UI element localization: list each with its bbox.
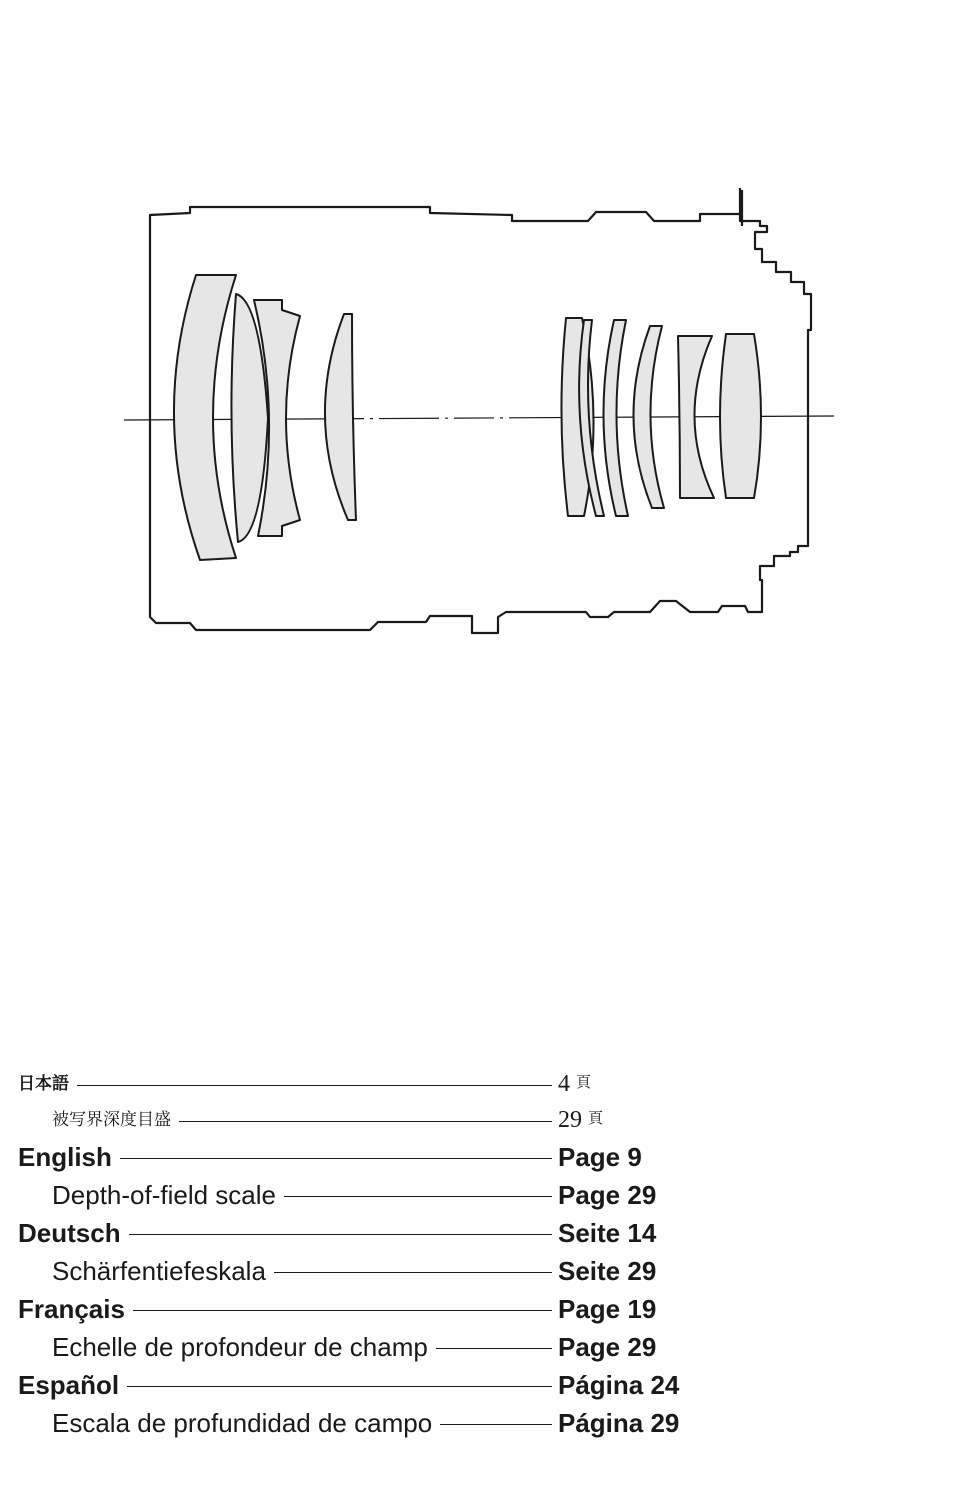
- toc-label: Deutsch: [18, 1218, 121, 1248]
- toc-entry-japanese: [18, 1066, 718, 1102]
- toc-entry-english: [18, 1138, 718, 1176]
- toc-label: Echelle de profondeur de champ: [52, 1332, 428, 1362]
- lens-element-4: [325, 314, 356, 520]
- toc-label: Escala de profundidad de campo: [52, 1408, 433, 1438]
- toc-page: Página 29: [558, 1408, 680, 1438]
- toc-label: Depth-of-field scale: [52, 1180, 276, 1210]
- leader-line: [179, 1121, 552, 1122]
- toc-entry-francais: [18, 1290, 718, 1328]
- toc-page: Page 9: [558, 1142, 642, 1172]
- toc-page: Seite 29: [558, 1256, 657, 1286]
- leader-line: [129, 1234, 552, 1235]
- leader-line: [436, 1348, 552, 1349]
- leader-line: [127, 1386, 552, 1387]
- lens-element-10: [720, 334, 761, 498]
- toc-page: 4 頁: [558, 1071, 592, 1097]
- leader-line: [274, 1272, 552, 1273]
- table-of-contents: [18, 1066, 718, 1442]
- toc-page: Page 29: [558, 1180, 657, 1210]
- leader-line: [77, 1085, 552, 1086]
- lens-cross-section-diagram: [0, 0, 954, 700]
- toc-label: Schärfentiefeskala: [52, 1256, 266, 1286]
- leader-line: [120, 1158, 552, 1159]
- toc-page: 29 頁: [558, 1107, 604, 1133]
- leader-line: [284, 1196, 552, 1197]
- lens-element-7: [603, 320, 628, 516]
- toc-entry-espanol: [18, 1366, 718, 1404]
- toc-label: 日本語: [18, 1073, 69, 1094]
- lens-element-1: [174, 275, 236, 560]
- toc-entry-english-dof: [18, 1176, 718, 1214]
- toc-entry-francais-dof: [18, 1328, 718, 1366]
- leader-line: [133, 1310, 552, 1311]
- toc-label: English: [18, 1142, 112, 1172]
- toc-entry-espanol-dof: [18, 1404, 718, 1442]
- toc-entry-japanese-dof: [18, 1102, 718, 1138]
- toc-label: 被写界深度目盛: [52, 1109, 171, 1130]
- toc-entry-deutsch: [18, 1214, 718, 1252]
- toc-page: Page 19: [558, 1294, 657, 1324]
- toc-label: Español: [18, 1370, 120, 1400]
- toc-label: Français: [18, 1294, 125, 1324]
- toc-page: Seite 14: [558, 1218, 657, 1248]
- leader-line: [440, 1424, 552, 1425]
- toc-page: Página 24: [558, 1370, 680, 1400]
- toc-page: Page 29: [558, 1332, 657, 1362]
- toc-entry-deutsch-dof: [18, 1252, 718, 1290]
